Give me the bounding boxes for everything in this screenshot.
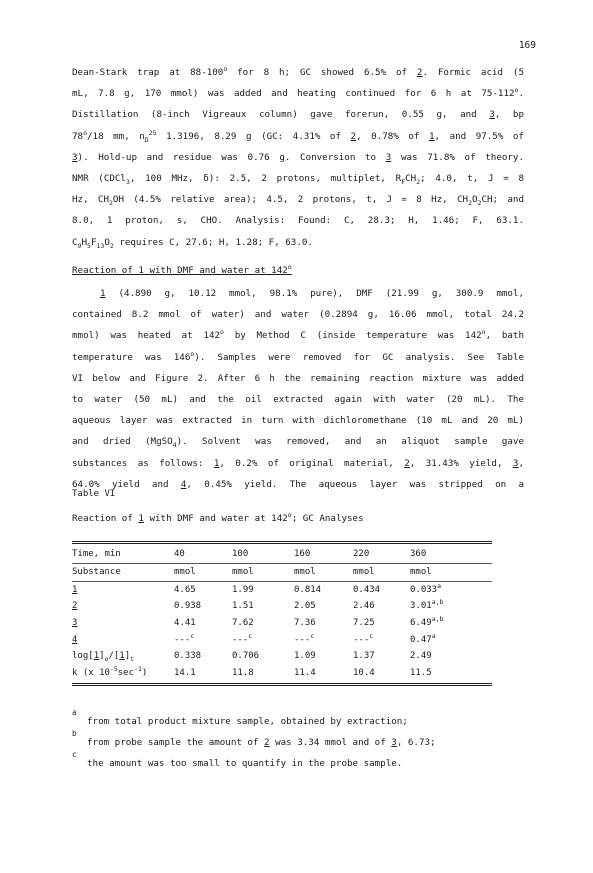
text-line: Dean-Stark trap at 88-100$^o$ for 8 h; GC showed 6.5% of 2. Formic acid (5 [72, 64, 524, 78]
text-line: 78$^o$/18 mm, $n_D^{25}$ 1.3196, 8.29 g (GC: 4.31% of 2, 0.78% of 1, and 97.5% of [72, 128, 524, 144]
table-bottom-rule [72, 683, 492, 684]
footnote-mark: b [72, 729, 77, 738]
table-bottom-rule-2 [72, 685, 492, 686]
table-header-cell: 160 [294, 545, 353, 564]
footnote [72, 729, 532, 754]
text-line: 1 (4.890 g, 10.12 mmol, 98.1% pure), DMF (21.99 g, 300.9 mmol, [100, 288, 524, 299]
table-cell: 1.37 [353, 651, 375, 662]
text-line: mL, 7.8 g, 170 mmol) was added and heating continued for 6 h at 75-112$^o$. [72, 86, 524, 100]
text-line: 8.0, 1 proton, s, CHO. Analysis: Found: C, 28.3; H, 1.46; F, 63.1. [72, 215, 524, 227]
table-cell: 0.434 [353, 584, 381, 595]
text-line: mmol) was heated at 142$^o$ by Method C (inside temperature was 142$^o$, bath [72, 328, 524, 342]
page-number: 169 [518, 40, 536, 51]
table-cell: 1.09 [294, 651, 316, 662]
table-row [72, 665, 492, 682]
table-cell: 0.338 [174, 651, 202, 662]
table-header-cell: Time, min [72, 545, 174, 564]
table-cell: 2 [72, 601, 78, 612]
table-header-cell: 360 [410, 545, 492, 564]
text-line: and dried (MgSO$_4$). Solvent was removed, and an aliquot sample gave [72, 436, 524, 450]
table-cell: 11.4 [294, 667, 316, 678]
table-cell: 14.1 [174, 667, 196, 678]
table-row [72, 648, 492, 665]
table-row [72, 598, 492, 615]
text-line: contained 8.2 mmol of water) and water (0.2894 g, 16.06 mmol, total 24.2 [72, 309, 524, 321]
table-cell: 11.5 [410, 667, 432, 678]
footnote-text: the amount was too small to quantify in the probe sample. [87, 758, 403, 769]
text-line: $C_9H_5F_{13}O_2$ requires C, 27.6; H, 1.28; F, 63.0. [72, 236, 313, 250]
text-line: NMR (CDCl$_3$, 100 MHz, δ): 2.5, 2 protons, multiplet, $R_FCH_2$; 4.0, t, J = 8 [72, 173, 524, 186]
text-line: to water (50 mL) and the oil extracted again with water (20 mL). The [72, 394, 524, 406]
table-cell: 0.706 [232, 651, 260, 662]
table-row [72, 615, 492, 632]
table-header-cell: mmol [410, 564, 492, 582]
table-header-cell: mmol [174, 564, 232, 582]
text-line: Hz, $CH_2OH$ (4.5% relative area); 4.5, 2 protons, t, J = 8 Hz, $CH_2O_2CH$; and [72, 194, 524, 208]
table-subheader-row [72, 564, 492, 582]
table-cell: 1.51 [232, 601, 254, 612]
table-cell: 7.36 [294, 618, 316, 629]
table-caption: Reaction of 1 with DMF and water at 142$^o$; GC Analyses [72, 510, 364, 524]
table-cell: 11.8 [232, 667, 254, 678]
table-cell: 1 [72, 584, 78, 595]
table-cell: k (x $10^{-5}\sec^{-1}$) [72, 664, 148, 678]
table-cell: ---$^c$ [294, 631, 315, 645]
table-cell: ---$^c$ [174, 631, 195, 645]
table-header-cell: 220 [353, 545, 410, 564]
table-header-row [72, 545, 492, 564]
table-top-rule [72, 541, 492, 542]
text-line: substances as follows: 1, 0.2% of original material, 2, 31.43% yield, 3, [72, 457, 524, 469]
text-line: temperature was 146$^o$). Samples were removed for GC analysis. See Table [72, 349, 524, 363]
footnote [72, 750, 532, 775]
footnote [72, 708, 532, 733]
table-cell: 2.46 [353, 601, 375, 612]
text-line: Distillation (8-inch Vigreaux column) gave forerun, 0.55 g, and 3, bp [72, 109, 524, 121]
table-header-cell: 40 [174, 545, 232, 564]
table-cell: 7.25 [353, 618, 375, 629]
table-cell: 4 [72, 634, 78, 645]
paragraph-experimental-continuation [72, 62, 524, 253]
table-cell: 10.4 [353, 667, 375, 678]
table-cell: ---$^c$ [353, 631, 374, 645]
table-cell: 3 [72, 618, 78, 629]
table-header-cell: mmol [353, 564, 410, 582]
table-cell: 0.938 [174, 601, 202, 612]
table-footnotes [72, 708, 532, 775]
footnote-text: from total product mixture sample, obtained by extraction; [87, 716, 408, 727]
table-cell: 4.41 [174, 618, 196, 629]
footnote-mark: a [72, 708, 77, 717]
section-heading: Reaction of 1 with DMF and water at 142$^o$ [72, 262, 292, 276]
table-header-cell: 100 [232, 545, 294, 564]
text-line: aqueous layer was extracted in turn with dichloromethane (10 mL and 20 mL) [72, 415, 524, 427]
table-cell: 0.47$^a$ [410, 631, 436, 645]
table-header-cell: mmol [294, 564, 353, 582]
table-cell: 1.99 [232, 584, 254, 595]
table-header-cell: mmol [232, 564, 294, 582]
table-top-rule-2 [72, 543, 492, 544]
table-row [72, 631, 492, 648]
table-cell: 6.49$^{a,b}$ [410, 615, 444, 629]
table-cell: 2.49 [410, 651, 432, 662]
footnote-text: from probe sample the amount of 2 was 3.34 mmol and of 3, 6.73; [87, 737, 436, 748]
table-cell: 7.62 [232, 618, 254, 629]
text-line: 3). Hold-up and residue was 0.76 g. Conversion to 3 was 71.8% of theory. [72, 151, 524, 163]
table-cell: 2.05 [294, 601, 316, 612]
text-line: 64.0% yield and 4, 0.45% yield. The aqueous layer was stripped on a [72, 478, 524, 490]
table-cell: 0.814 [294, 584, 322, 595]
table-cell: 4.65 [174, 584, 196, 595]
table-row [72, 581, 492, 598]
table-header-cell: Substance [72, 564, 174, 582]
gc-analyses-table [72, 545, 492, 681]
paragraph-procedure [72, 283, 524, 495]
table-cell: 0.033$^a$ [410, 581, 442, 595]
text-line: VI below and Figure 2. After 6 h the remaining reaction mixture was added [72, 372, 524, 384]
table-cell: 3.01$^{a,b}$ [410, 598, 444, 612]
table-cell: ---$^c$ [232, 631, 253, 645]
table-label: Table VI [72, 489, 116, 499]
table-cell: $\log[1]_o/[1]_t$ [72, 651, 135, 664]
footnote-mark: c [72, 750, 77, 759]
